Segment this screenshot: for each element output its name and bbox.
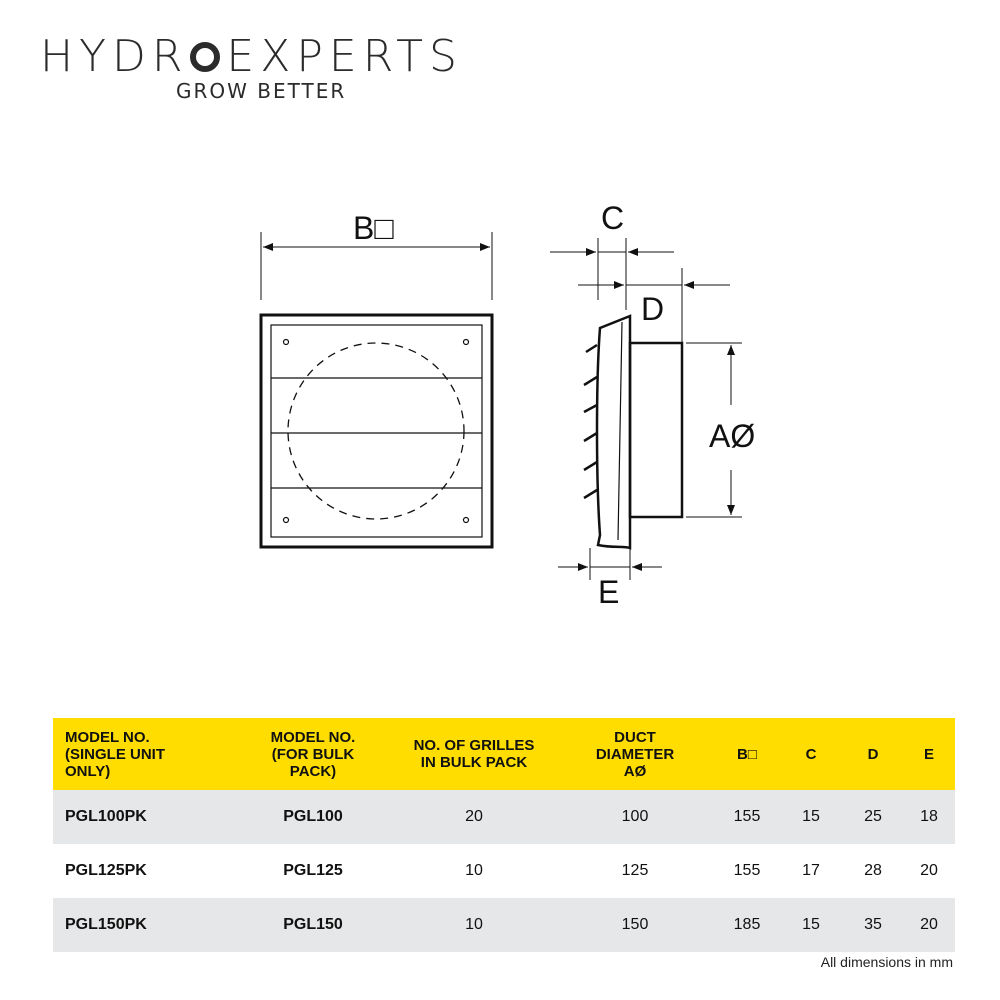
dimension-a-label: AØ [709,418,756,454]
front-view [261,232,492,547]
louvre-fin [586,345,597,352]
cell-b: 155 [733,862,761,879]
side-view [550,238,742,580]
grille-outer-frame [261,315,492,547]
duct-outline-dashed [288,343,464,519]
cell-duct-diameter: 100 [555,790,715,844]
louvre-fin [584,490,597,498]
screw-hole [464,518,469,523]
cell-d: 35 [843,898,903,952]
cell-b: 155 [715,790,779,844]
header-e: E [903,718,955,790]
dimension-e-label: E [598,574,620,610]
brand-name-part2: EXPERTS [226,31,463,82]
header-duct-diameter: DUCT DIAMETER AØ [555,718,715,790]
cell-c: 17 [802,862,820,879]
spigot-body [630,343,682,517]
screw-hole [284,518,289,523]
dimension-b-label: B□ [353,210,394,246]
header-model-bulk: MODEL NO. (FOR BULK PACK) [233,718,393,790]
header-b: B□ [715,718,779,790]
louvre-fin [584,377,597,385]
cell-c: 15 [779,898,843,952]
specifications-table [53,718,955,952]
cell-model-single: PGL125PK [65,862,147,879]
dimension-d-label: D [641,291,665,327]
cell-d: 28 [864,862,882,879]
cell-model-bulk: PGL150 [233,898,393,952]
cell-c: 15 [779,790,843,844]
cell-duct-diameter: 150 [555,898,715,952]
table-row [53,844,955,898]
table-header-row [53,718,955,790]
louvre-fin [584,462,597,470]
cell-e: 20 [920,862,938,879]
cell-model-bulk: PGL100 [233,790,393,844]
cell-b: 185 [715,898,779,952]
header-model-single: MODEL NO. (SINGLE UNIT ONLY) [53,718,233,790]
header-d: D [843,718,903,790]
dimensions-footnote: All dimensions in mm [820,954,953,970]
cell-grilles-count: 10 [465,862,483,879]
screw-hole [464,340,469,345]
cell-duct-diameter: 125 [621,862,649,879]
cell-e: 18 [903,790,955,844]
cell-grilles-count: 20 [393,790,555,844]
brand-tagline: GROW BETTER [176,79,347,103]
grille-inner-frame [271,325,482,537]
cell-model-single: PGL100PK [53,790,233,844]
table-row [53,898,955,952]
header-c: C [779,718,843,790]
cell-model-single: PGL150PK [53,898,233,952]
table-row [53,790,955,844]
cell-d: 25 [843,790,903,844]
header-grilles-count: NO. OF GRILLES IN BULK PACK [393,718,555,790]
cell-model-bulk: PGL125 [283,862,343,879]
cell-e: 20 [903,898,955,952]
louvre-fin [584,433,597,441]
screw-hole [284,340,289,345]
cell-grilles-count: 10 [393,898,555,952]
brand-name-part1: HYDR [40,31,189,82]
grille-face-profile [597,316,630,548]
dimension-c-label: C [601,200,625,236]
louvre-fin [584,405,597,412]
